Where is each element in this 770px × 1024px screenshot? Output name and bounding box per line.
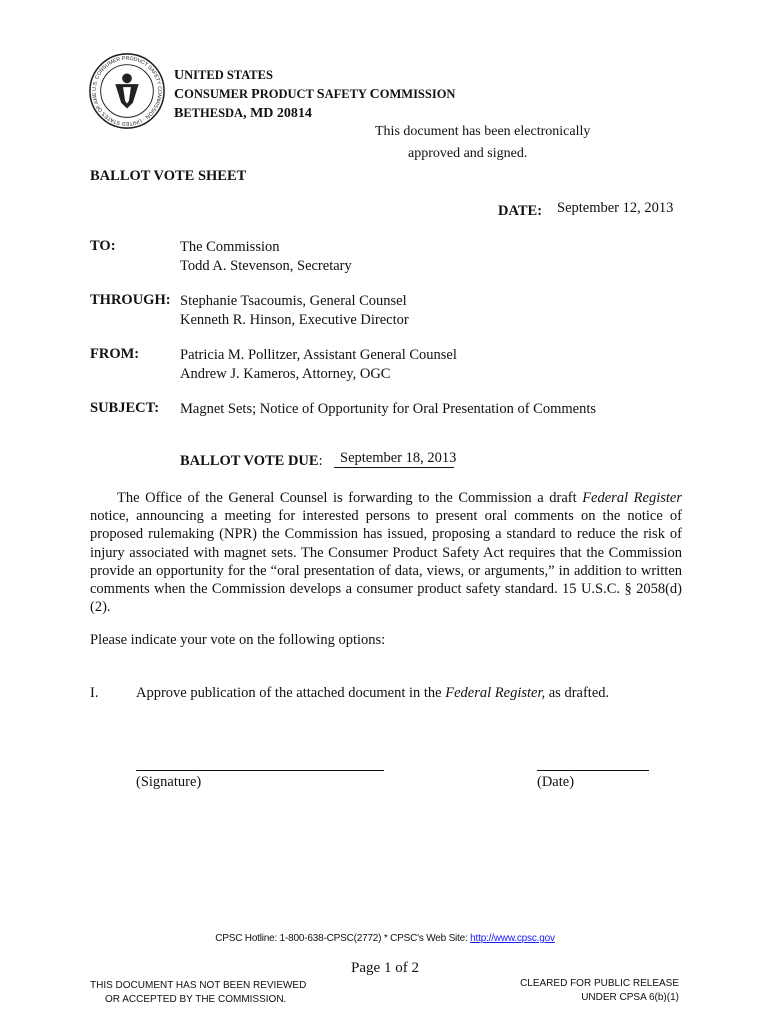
- svg-text:U.S. CONSUMER PRODUCT SAFETY C: U.S. CONSUMER PRODUCT SAFETY COMMISSION · UNITED STATES OF AME: [91, 55, 163, 127]
- review-disclaimer: THIS DOCUMENT HAS NOT BEEN REVIEWED OR ACCEPTED BY THE COMMISSION.: [90, 980, 307, 1005]
- subject-label: SUBJECT:: [90, 400, 160, 416]
- subject-value: Magnet Sets; Notice of Opportunity for Oral Presentation of Comments: [180, 401, 596, 417]
- body-paragraph: The Office of the General Counsel is forwarding to the Commission a draft Federal Register notice, announcing a meeting for interested persons to present oral comments on the notice of proposed rulemaking (NPR) the Commission has issued, proposing a standard to reduce the risk of injury associated with magnet sets. The Consumer Product Safety Act requires that the Commission provide an opportunity for the “oral presentation of data, views, or arguments,” in addition to written comments when the Commission develops a consumer product safety standard. 15 U.S.C. § 2058(d)(2).: [90, 490, 682, 616]
- document-title: BALLOT VOTE SHEET: [90, 168, 247, 184]
- vote-prompt: Please indicate your vote on the following options:: [90, 632, 386, 648]
- through-value: Stephanie Tsacoumis, General Counsel Kenneth R. Hinson, Executive Director: [180, 293, 409, 328]
- website-link[interactable]: http://www.cpsc.gov: [470, 933, 555, 944]
- agency-address: UNITED STATES CONSUMER PRODUCT SAFETY COMMISSION BETHESDA, MD 20814: [174, 68, 456, 121]
- date-field-label: (Date): [537, 774, 575, 790]
- cpsc-seal-logo: [88, 52, 166, 130]
- date-value: September 12, 2013: [557, 200, 674, 216]
- to-value: The Commission Todd A. Stevenson, Secretary: [180, 239, 352, 274]
- through-label: THROUGH:: [90, 292, 171, 308]
- option-text: Approve publication of the attached document in the Federal Register, as drafted.: [136, 685, 610, 701]
- date-label: DATE:: [498, 203, 543, 219]
- ballot-due-underline: [334, 467, 454, 468]
- electronic-approval-notice: This document has been electronically approved and signed.: [375, 124, 591, 161]
- from-value: Patricia M. Pollitzer, Assistant General Counsel Andrew J. Kameros, Attorney, OGC: [180, 347, 457, 382]
- hotline-footer: CPSC Hotline: 1-800-638-CPSC(2772) * CPSC's Web Site: http://www.cpsc.gov: [215, 933, 555, 944]
- from-label: FROM:: [90, 346, 140, 362]
- signature-label: (Signature): [136, 774, 202, 790]
- to-label: TO:: [90, 238, 116, 254]
- option-number: I.: [90, 685, 99, 701]
- ballot-due-value: September 18, 2013: [340, 450, 457, 466]
- page-number: Page 1 of 2: [351, 960, 419, 976]
- date-line[interactable]: [537, 770, 649, 771]
- signature-line[interactable]: [136, 770, 384, 771]
- ballot-due-label: BALLOT VOTE DUE:: [180, 453, 323, 469]
- release-notice: CLEARED FOR PUBLIC RELEASE UNDER CPSA 6(b)(1): [520, 978, 679, 1003]
